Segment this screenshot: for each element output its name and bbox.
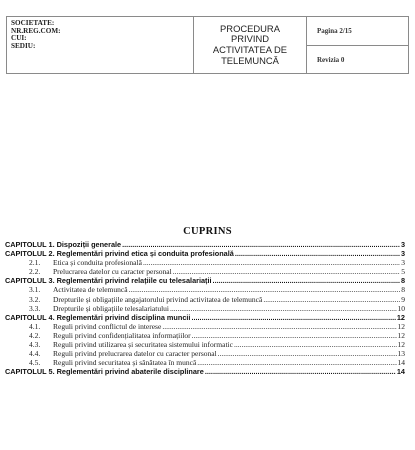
toc-dot-leader	[213, 276, 400, 285]
toc-entry-text: Reguli privind utilizarea și securitatea sistemului informatic	[53, 340, 233, 350]
toc-entry-number: 3.2.	[29, 294, 41, 304]
toc-entry-page: 13	[397, 349, 405, 359]
toc-section-entry[interactable]	[5, 331, 405, 340]
company-field: CUI:	[11, 34, 27, 43]
toc-entry-number: 4.1.	[29, 321, 41, 331]
toc-entry-page: 8	[401, 285, 405, 295]
procedure-title-line: TELEMUNCĂ	[221, 54, 279, 66]
toc-entry-page: 12	[397, 330, 405, 340]
toc-dot-leader	[170, 304, 396, 313]
toc-chapter-entry[interactable]	[5, 276, 405, 285]
toc-entry-page: 12	[396, 312, 405, 322]
toc-dot-leader	[129, 285, 401, 294]
toc-entry-text: Drepturile și obligațiile angajatorului privind activitatea de telemuncă	[53, 294, 263, 304]
toc-section-entry[interactable]	[5, 267, 405, 276]
document-header-table	[6, 16, 409, 74]
toc-entry-number: 3.1.	[29, 285, 41, 295]
procedure-title-line: ACTIVITATEA DE	[212, 44, 288, 55]
toc-entry-number: 3.3.	[29, 303, 41, 313]
toc-section-entry[interactable]	[5, 340, 405, 349]
toc-chapter-entry[interactable]	[5, 249, 405, 258]
toc-section-entry[interactable]	[5, 295, 405, 304]
toc-chapter-entry[interactable]	[5, 240, 405, 249]
toc-entry-number: 4.5.	[29, 358, 41, 368]
toc-dot-leader	[205, 367, 396, 376]
toc-dot-leader	[191, 313, 395, 322]
procedure-title-line: PROCEDURA	[220, 22, 280, 34]
procedure-title	[194, 17, 307, 73]
toc-entry-text: Reguli privind securitatea și sănătatea în muncă	[53, 358, 197, 368]
procedure-title-line: PRIVIND	[230, 33, 270, 45]
toc-entry-number: 4.2.	[29, 330, 41, 340]
toc-entry-text: Drepturile și obligațiile telesalariatului	[53, 303, 170, 313]
toc-entry-page: 9	[401, 294, 405, 304]
revision-number: Revizia 0	[317, 55, 345, 64]
toc-entry-text: Activitatea de telemuncă	[53, 285, 128, 295]
toc-section-entry[interactable]	[5, 304, 405, 313]
toc-entry-number: 2.1.	[29, 258, 41, 268]
toc-section-entry[interactable]	[5, 285, 405, 294]
toc-entry-page: 12	[397, 321, 405, 331]
company-field: NR.REG.COM:	[11, 26, 61, 35]
toc-chapter-entry[interactable]	[5, 313, 405, 322]
toc-dot-leader	[162, 322, 396, 331]
page-number: Pagina 2/15	[307, 17, 408, 46]
toc-entry-page: 3	[400, 240, 405, 249]
toc-dot-leader	[173, 267, 401, 276]
toc-entry-text: CAPITOLUL 5. Reglementări privind abaterile disciplinare	[5, 367, 204, 377]
toc-dot-leader	[143, 258, 400, 267]
toc-entry-number: 4.4.	[29, 349, 41, 359]
toc-entry-number: 2.2.	[29, 267, 41, 277]
toc-chapter-entry[interactable]	[5, 367, 405, 376]
toc-entry-page: 14	[397, 358, 405, 368]
table-of-contents	[5, 240, 405, 376]
company-field: SEDIU:	[11, 41, 36, 50]
toc-section-entry[interactable]	[5, 349, 405, 358]
toc-entry-text: Reguli privind conflictul de interese	[53, 321, 162, 331]
toc-dot-leader	[218, 349, 397, 358]
toc-dot-leader	[197, 358, 396, 367]
toc-dot-leader	[263, 295, 400, 304]
toc-entry-text: CAPITOLUL 1. Dispoziții generale	[5, 240, 122, 249]
toc-entry-text: Prelucrarea datelor cu caracter personal	[53, 267, 172, 277]
company-info	[7, 17, 194, 73]
toc-entry-text: CAPITOLUL 4. Reglementări privind disciplina muncii	[5, 312, 191, 322]
toc-dot-leader	[235, 249, 400, 258]
toc-dot-leader	[122, 240, 400, 249]
toc-entry-text: Reguli privind prelucrarea datelor cu caracter personal	[53, 349, 217, 359]
toc-entry-page: 3	[400, 249, 405, 259]
toc-title: CUPRINS	[183, 226, 232, 237]
toc-section-entry[interactable]	[5, 358, 405, 367]
toc-entry-page: 10	[397, 303, 405, 313]
toc-entry-page: 3	[401, 258, 405, 268]
toc-entry-text: Reguli privind confidențialitatea informațiilor	[53, 330, 191, 340]
toc-entry-page: 12	[397, 340, 405, 350]
toc-entry-page: 14	[396, 367, 405, 377]
toc-entry-text: CAPITOLUL 2. Reglementări privind etica și conduita profesională	[5, 249, 234, 259]
toc-entry-text: Etica și conduita profesională	[53, 258, 142, 268]
company-field: SOCIETATE:	[11, 19, 55, 27]
toc-entry-page: 8	[400, 276, 405, 286]
toc-section-entry[interactable]	[5, 258, 405, 267]
toc-section-entry[interactable]	[5, 322, 405, 331]
toc-entry-text: CAPITOLUL 3. Reglementări privind relațiile cu telesalariații	[5, 276, 212, 286]
toc-entry-page: 5	[401, 267, 405, 277]
toc-entry-number: 4.3.	[29, 340, 41, 350]
toc-dot-leader	[234, 340, 397, 349]
toc-dot-leader	[192, 331, 397, 340]
